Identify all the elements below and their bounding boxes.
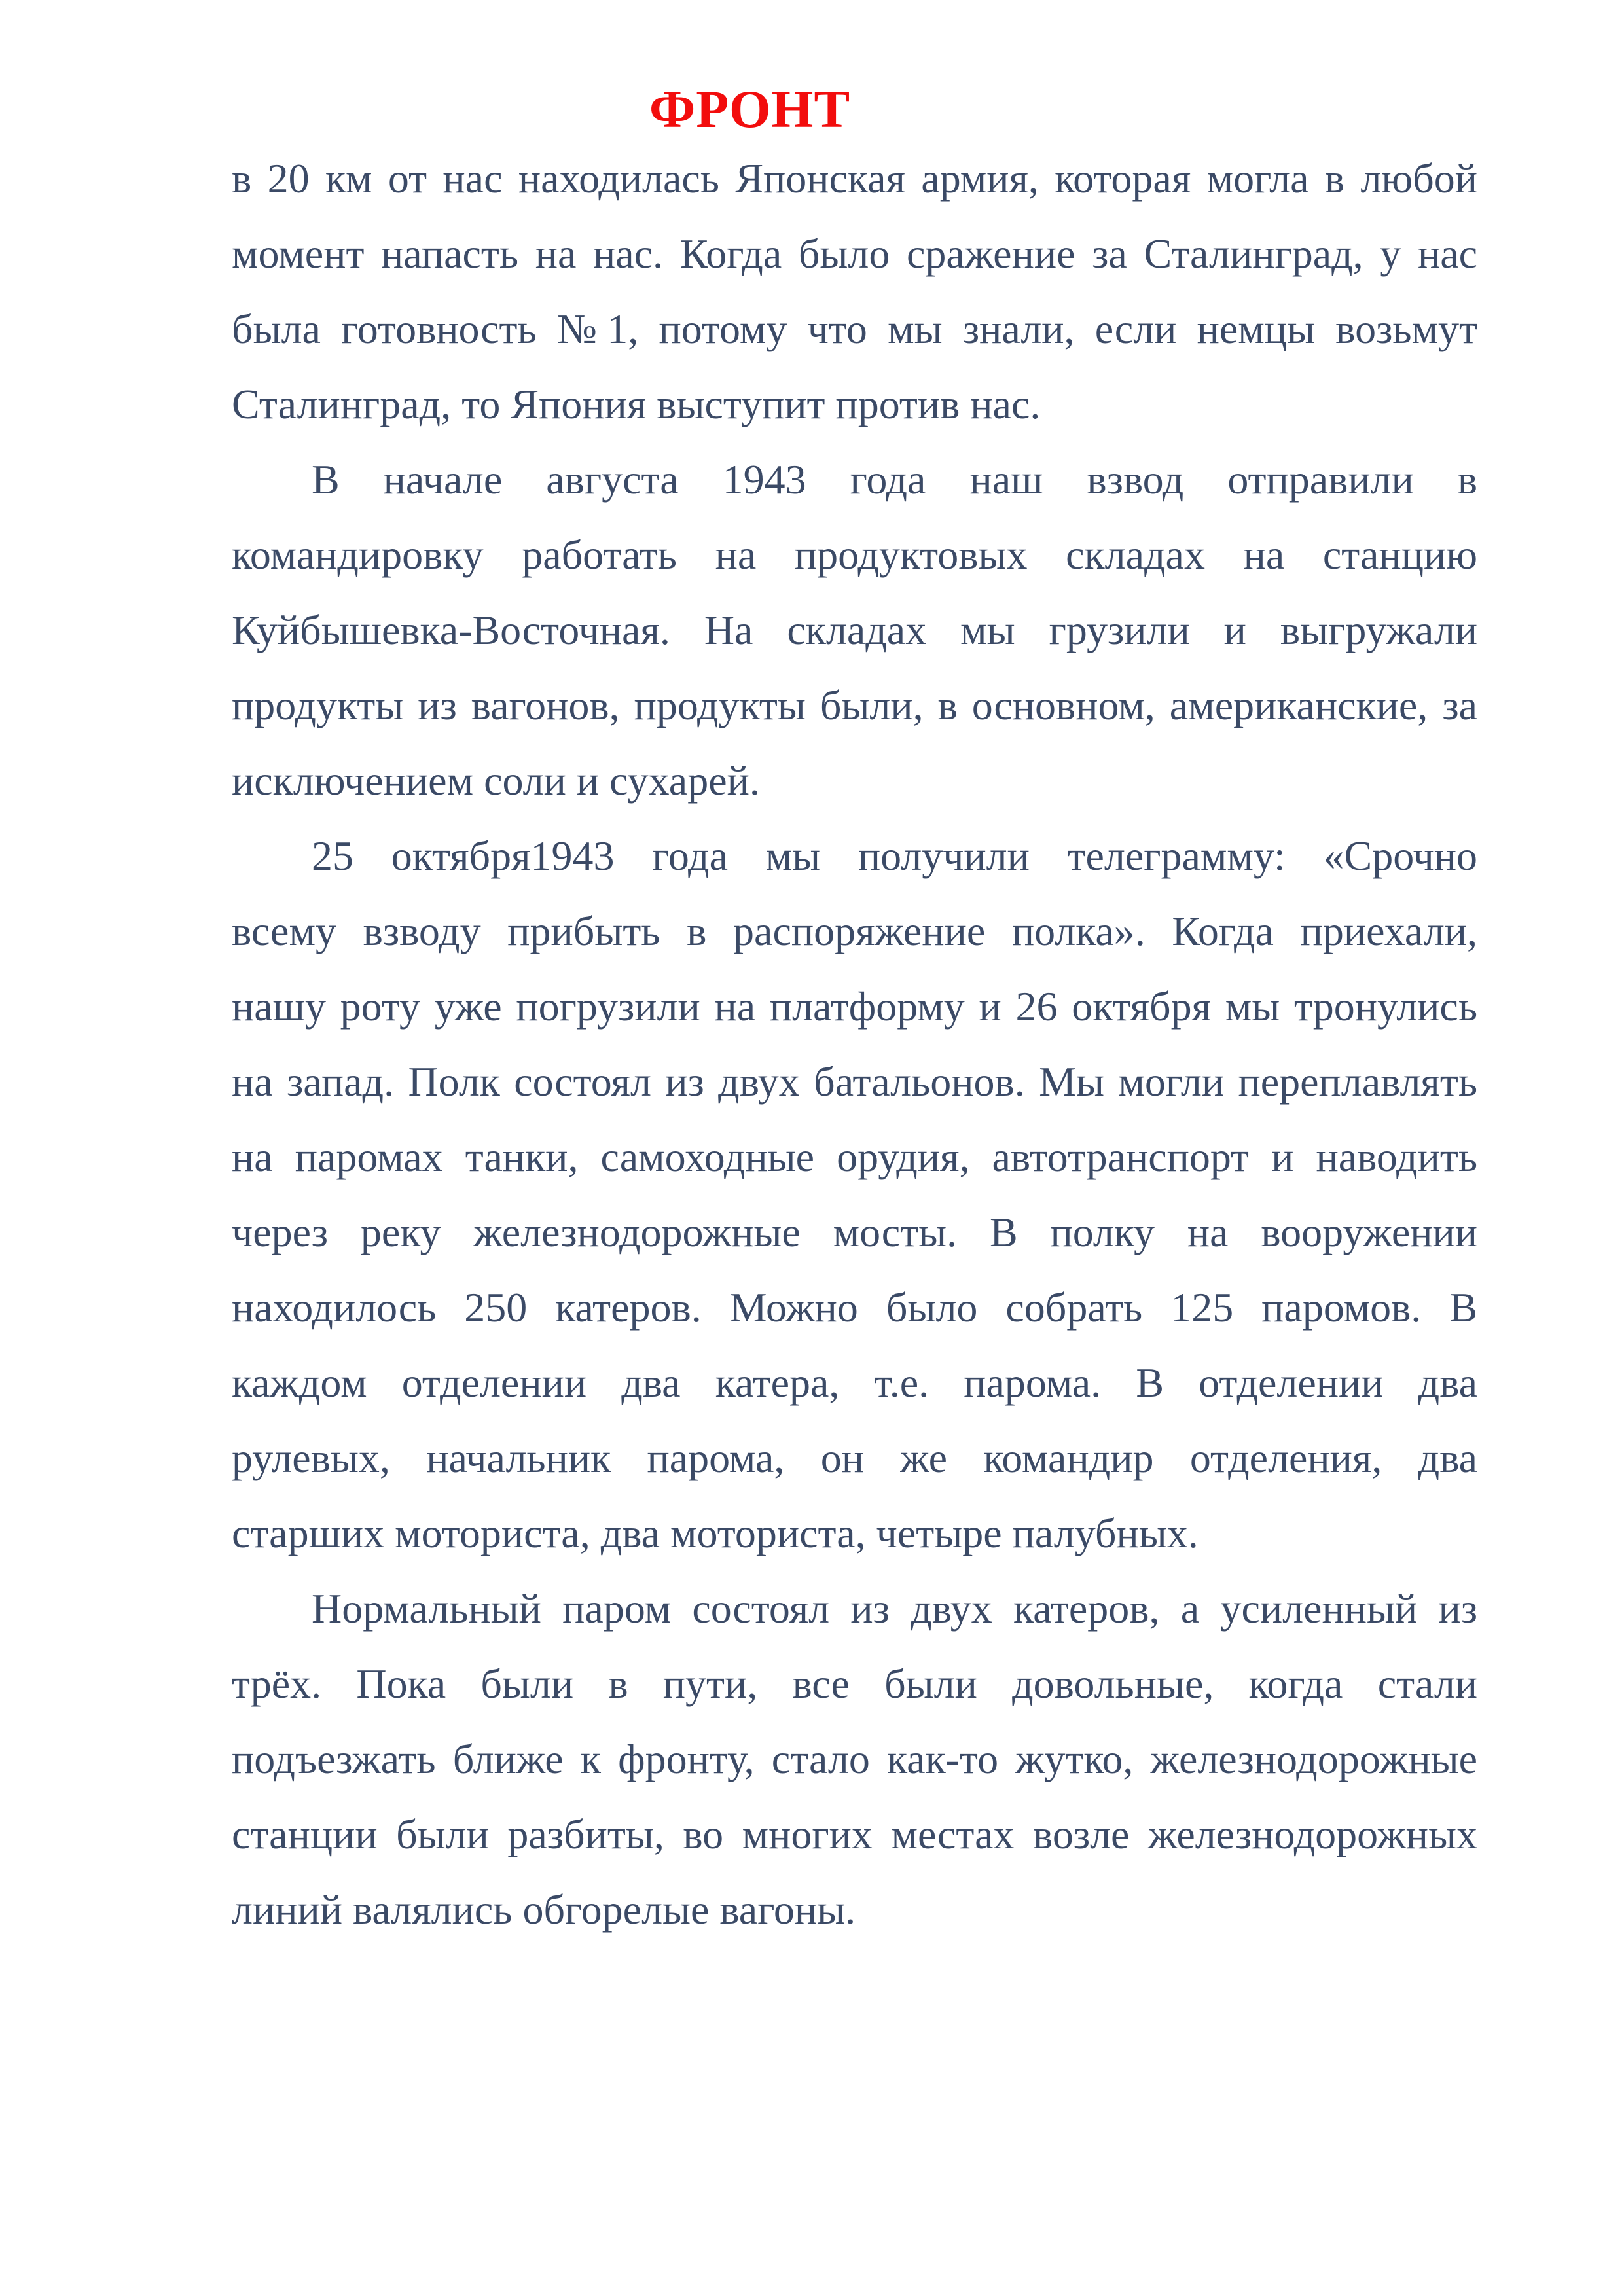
text-line: в 20 км от нас находилась Японская армия, которая могла в любой: [232, 155, 1477, 202]
text-line: находилось 250 катеров. Можно было собрать 125 паромов. В: [232, 1284, 1477, 1331]
text-line: Сталинград, то Япония выступит против нас.: [232, 381, 1041, 427]
text-line: рулевых, начальник парома, он же командир отделения, два: [232, 1435, 1477, 1481]
text-line: продукты из вагонов, продукты были, в основном, американские, за: [232, 682, 1477, 728]
text-line: трёх. Пока были в пути, все были довольные, когда стали: [232, 1660, 1477, 1707]
text-line: командировку работать на продуктовых складах на станцию: [232, 531, 1477, 578]
text-line: станции были разбиты, во многих местах возле железнодорожных: [232, 1811, 1477, 1857]
text-line: исключением соли и сухарей.: [232, 757, 760, 804]
section-heading: ФРОНТ: [649, 79, 851, 139]
text-line: 25 октября1943 года мы получили телеграмму: «Срочно: [312, 833, 1477, 879]
text-line: на запад. Полк состоял из двух батальонов. Мы могли переплавлять: [232, 1058, 1477, 1105]
text-line: старших моториста, два моториста, четыре палубных.: [232, 1510, 1199, 1556]
text-line: линий валялись обгорелые вагоны.: [232, 1886, 856, 1933]
text-line: Куйбышевка-Восточная. На складах мы грузили и выгружали: [232, 607, 1477, 653]
text-line: В начале августа 1943 года наш взвод отправили в: [312, 456, 1477, 503]
text-line: всему взводу прибыть в распоряжение полка». Когда приехали,: [232, 908, 1477, 954]
text-line: была готовность №1, потому что мы знали, если немцы возьмут: [232, 306, 1477, 352]
text-line: подъезжать ближе к фронту, стало как-то жутко, железнодорожные: [232, 1736, 1477, 1782]
text-line: на паромах танки, самоходные орудия, автотранспорт и наводить: [232, 1134, 1477, 1180]
document-body: [232, 141, 1477, 1947]
text-line: каждом отделении два катера, т.е. парома. В отделении два: [232, 1359, 1477, 1406]
text-line: нашу роту уже погрузили на платформу и 26 октября мы тронулись: [232, 983, 1477, 1030]
text-line: через реку железнодорожные мосты. В полку на вооружении: [232, 1209, 1477, 1255]
text-line: Нормальный паром состоял из двух катеров, а усиленный из: [312, 1585, 1477, 1632]
text-line: момент напасть на нас. Когда было сражение за Сталинград, у нас: [232, 230, 1477, 277]
